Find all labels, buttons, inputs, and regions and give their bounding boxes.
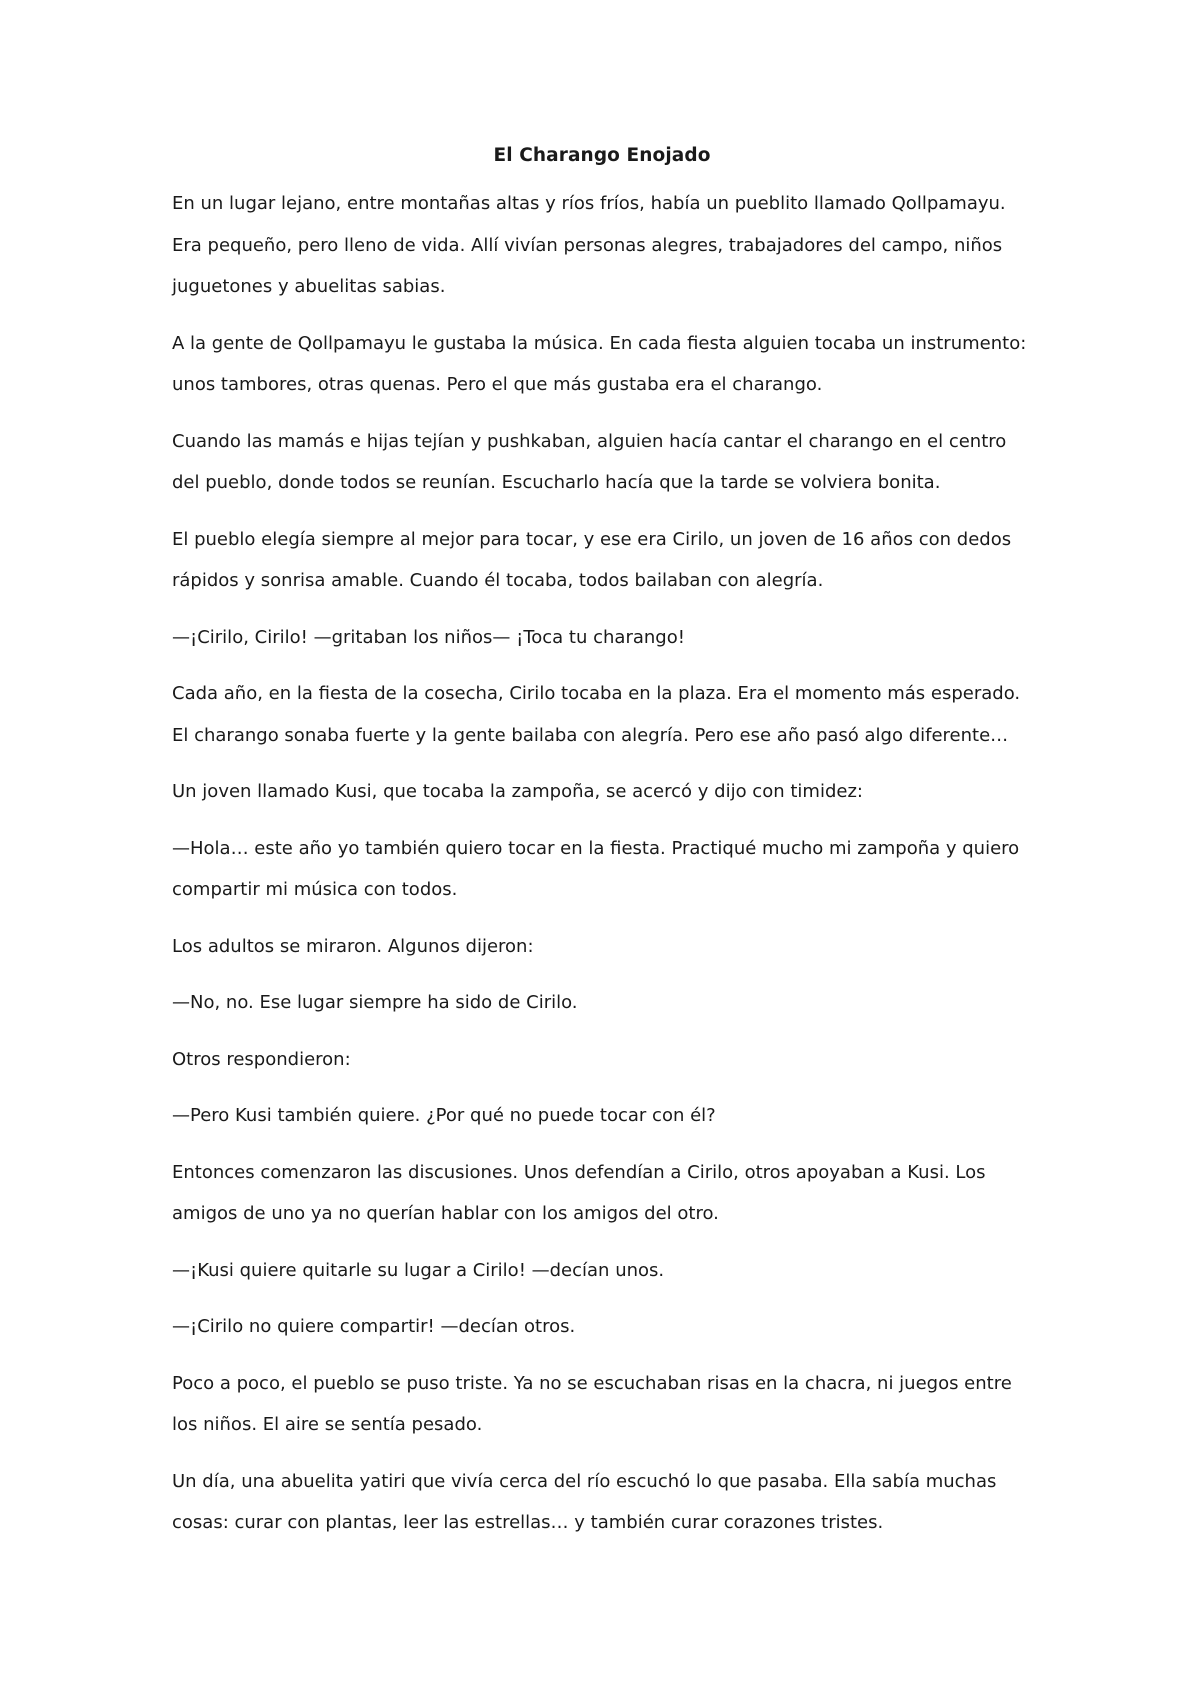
dialogue-line: —¡Cirilo no quiere compartir! —decían otros. [172,1316,576,1337]
dialogue-line: —No, no. Ese lugar siempre ha sido de Cirilo. [172,992,578,1013]
paragraph: En un lugar lejano, entre montañas altas y ríos fríos, había un pueblito llamado Qollpamayu. Era pequeño, pero lleno de vida. Allí vivían personas alegres, trabajadores del campo, niños juguetones y abuelitas sabias. [172,193,1006,297]
paragraph: Un joven llamado Kusi, que tocaba la zampoña, se acercó y dijo con timidez: [172,781,863,802]
paragraph: Poco a poco, el pueblo se puso triste. Ya no se escuchaban risas en la chacra, ni juegos entre los niños. El aire se sentía pesado. [172,1372,1012,1435]
paragraph: Cuando las mamás e hijas tejían y pushkaban, alguien hacía cantar el charango en el centro del pueblo, donde todos se reunían. Escucharlo hacía que la tarde se volviera bonita. [172,430,1007,493]
paragraph: Entonces comenzaron las discusiones. Unos defendían a Cirilo, otros apoyaban a Kusi. Los amigos de uno ya no querían hablar con los amigos del otro. [172,1161,986,1224]
dialogue-line: —Pero Kusi también quiere. ¿Por qué no puede tocar con él? [172,1105,716,1126]
paragraph: Los adultos se miraron. Algunos dijeron: [172,935,534,957]
document-title: El Charango Enojado [493,145,711,166]
paragraph: Otros respondieron: [172,1048,351,1070]
dialogue-line: —Hola… este año yo también quiero tocar en la fiesta. Practiqué mucho mi zampoña y quiero compartir mi música con todos. [172,837,1020,900]
document-body [172,142,1032,1559]
paragraph: Un día, una abuelita yatiri que vivía cerca del río escuchó lo que pasaba. Ella sabía muchas cosas: curar con plantas, leer las estrellas… y también curar corazones tristes. [172,1470,997,1533]
dialogue-line: —¡Cirilo, Cirilo! —gritaban los niños— ¡Toca tu charango! [172,626,685,648]
dialogue-line: —¡Kusi quiere quitarle su lugar a Cirilo! —decían unos. [172,1259,665,1281]
paragraph: El pueblo elegía siempre al mejor para tocar, y ese era Cirilo, un joven de 16 años con dedos rápidos y sonrisa amable. Cuando él tocaba, todos bailaban con alegría. [172,528,1012,591]
paragraph: Cada año, en la fiesta de la cosecha, Cirilo tocaba en la plaza. Era el momento más esperado. El charango sonaba fuerte y la gente bailaba con alegría. Pero ese año pasó algo diferente… [172,683,1021,746]
paragraph: A la gente de Qollpamayu le gustaba la música. En cada fiesta alguien tocaba un instrumento: unos tambores, otras quenas. Pero el que más gustaba era el charango. [172,332,1027,395]
